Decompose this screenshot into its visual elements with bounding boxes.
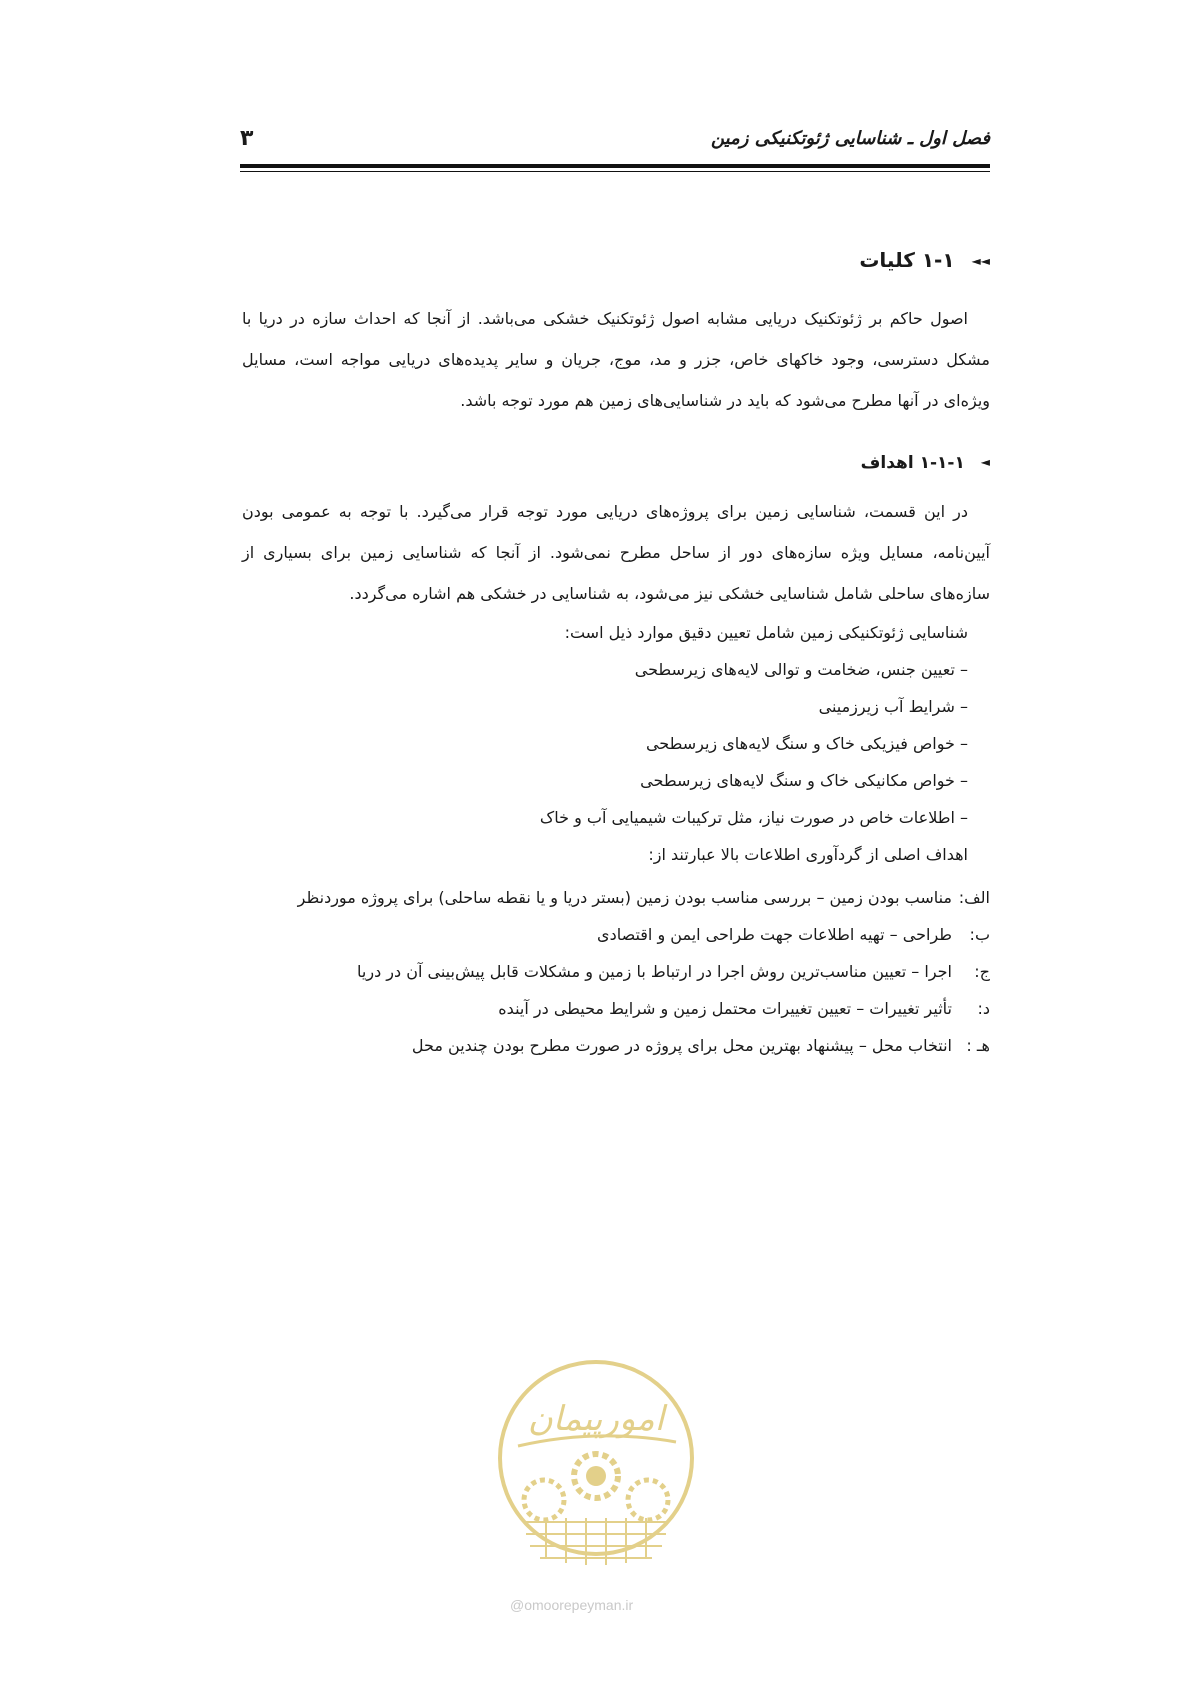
watermark-logo-text: امورپیمان xyxy=(527,1399,665,1439)
list-intro: شناسایی ژئوتکنیکی زمین شامل تعیین دقیق موارد ذیل است: xyxy=(564,623,968,642)
header-rule-thick xyxy=(240,164,990,168)
list-item: – خواص فیزیکی خاک و سنگ لایه‌های زیرسطحی xyxy=(645,734,968,753)
watermark-site: @omoorepeyman.ir xyxy=(510,1597,634,1613)
goal-mark: هـ : xyxy=(966,1036,990,1055)
goal-item xyxy=(242,916,990,953)
section-heading xyxy=(242,248,990,272)
goal-item xyxy=(242,1027,990,1064)
list-item: – خواص مکانیکی خاک و سنگ لایه‌های زیرسطحی xyxy=(640,771,968,790)
section-paragraph: اصول حاکم بر ژئوتکنیک دریایی مشابه اصول ژئوتکنیک خشکی می‌باشد. از آنجا که احداث سازه در دریا با مشکل دسترسی، وجود خاکهای خاص، جزر و مد، موج، جریان و سایر پدیده‌های دریایی مواجه است، مسایل ویژه‌ای در آنها مطرح می‌شود که باید در شناسایی‌های زمین هم مورد توجه باشد. xyxy=(242,309,990,410)
list-item: – اطلاعات خاص در صورت نیاز، مثل ترکیبات شیمیایی آب و خاک xyxy=(539,808,968,827)
header-rule-thin xyxy=(240,171,990,172)
running-header xyxy=(240,128,990,158)
goal-text: اجرا – تعیین مناسب‌ترین روش اجرا در ارتباط با زمین و مشکلات قابل پیش‌بینی آن در دریا xyxy=(357,962,952,981)
goal-item xyxy=(242,879,990,916)
goal-mark: ب: xyxy=(969,925,990,944)
list-item: – تعیین جنس، ضخامت و توالی لایه‌های زیرسطحی xyxy=(634,660,968,679)
goal-mark: ج: xyxy=(974,962,990,981)
goal-text: طراحی – تهیه اطلاعات جهت طراحی ایمن و اقتصادی xyxy=(597,925,952,944)
goal-mark: د: xyxy=(977,999,990,1018)
goal-text: تأثیر تغییرات – تعیین تغییرات محتمل زمین و شرایط محیطی در آینده xyxy=(498,999,952,1018)
goal-mark: الف: xyxy=(958,888,990,907)
subsection-heading xyxy=(242,453,990,473)
page-number: ۳ xyxy=(240,126,254,151)
page-content xyxy=(242,248,990,1064)
goal-item xyxy=(242,953,990,990)
goal-text: انتخاب محل – پیشنهاد بهترین محل برای پروژه در صورت مطرح بودن چندین محل xyxy=(411,1036,952,1055)
goals-intro: اهداف اصلی از گردآوری اطلاعات بالا عبارتند از: xyxy=(648,845,968,864)
subsection-paragraph: در این قسمت، شناسایی زمین برای پروژه‌های دریایی مورد توجه قرار می‌گیرد. با توجه به عمومی بودن آیین‌نامه، مسایل ویژه سازه‌های دور از ساحل مطرح نمی‌شود. از آنجا که شناسایی زمین برای بسیاری از سازه‌های ساحلی شامل شناسایی خشکی نیز می‌شود، به شناسایی در خشکی هم اشاره می‌گردد. xyxy=(242,502,990,603)
section-heading-text: ۱-۱ کلیات xyxy=(859,248,955,272)
requirements-list xyxy=(242,651,990,836)
arrow-marker-icon: ◄ xyxy=(980,455,990,469)
goal-text: مناسب بودن زمین – بررسی مناسب بودن زمین (بستر دریا و یا نقطه ساحلی) برای پروژه موردنظر xyxy=(297,888,952,907)
goal-item xyxy=(242,990,990,1027)
subsection-heading-text: ۱-۱-۱ اهداف xyxy=(860,453,965,473)
running-title: فصل اول ـ شناسایی ژئوتکنیکی زمین xyxy=(710,128,990,149)
double-arrow-marker-icon: ◄◄ xyxy=(971,254,990,268)
list-item: – شرایط آب زیرزمینی xyxy=(818,697,968,716)
watermark-logo-icon xyxy=(496,1358,696,1590)
goals-list xyxy=(242,879,990,1064)
